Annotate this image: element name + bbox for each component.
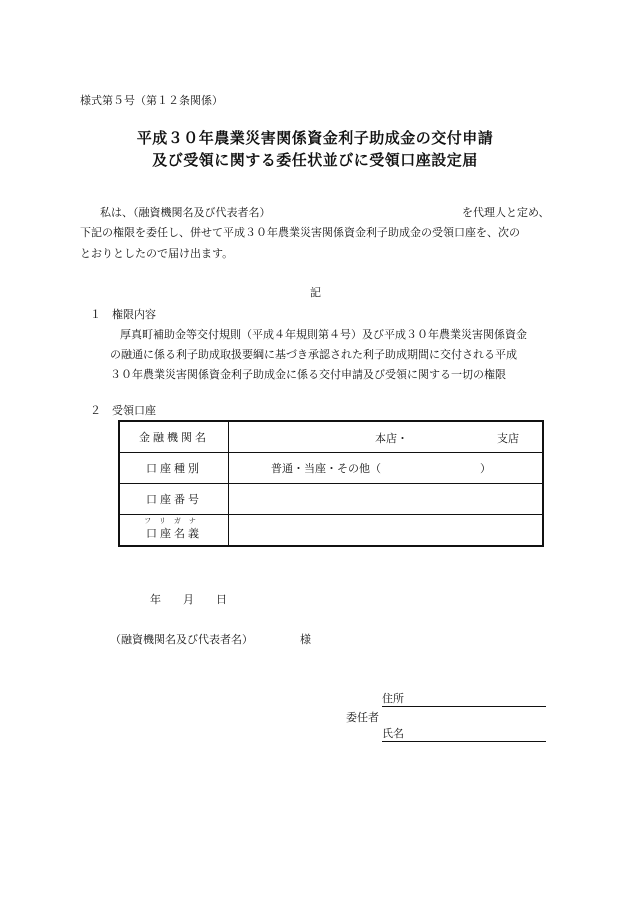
intro-line-2: 下記の権限を委任し、併せて平成３０年農業災害関係資金利子助成金の受領口座を、次の xyxy=(80,226,520,239)
section-2-heading: ２ 受領口座 xyxy=(90,404,156,417)
name-line[interactable] xyxy=(382,725,546,742)
addressee: （融資機関名及び代表者名） xyxy=(110,633,253,646)
bank-name-label: 金融機関名 xyxy=(119,421,229,453)
delegator-label: 委任者 xyxy=(346,711,379,724)
account-number-field[interactable] xyxy=(229,484,544,515)
account-holder-label: 口座名義 xyxy=(146,527,202,540)
table-row xyxy=(119,515,543,547)
account-type-options: 普通・当座・その他（ ） xyxy=(271,462,491,475)
account-type-label: 口座種別 xyxy=(119,453,229,484)
account-holder-field[interactable] xyxy=(229,515,544,547)
account-number-label: 口座番号 xyxy=(119,484,229,515)
section-1-heading: １ 権限内容 xyxy=(90,308,156,321)
honten-text: 本店・ xyxy=(375,432,408,445)
table-row xyxy=(119,484,543,515)
shiten-text: 支店 xyxy=(497,432,519,445)
form-number: 様式第５号（第１２条関係） xyxy=(80,94,223,107)
intro-line-1-suffix: を代理人と定め、 xyxy=(462,206,550,219)
furigana-label: フリガナ xyxy=(144,517,204,525)
account-table xyxy=(118,420,544,547)
table-row xyxy=(119,453,543,484)
address-line[interactable] xyxy=(382,690,546,707)
title-line-2: 及び受領に関する委任状並びに受領口座設定届 xyxy=(152,151,478,169)
section-1-line-1: 厚真町補助金等交付規則（平成４年規則第４号）及び平成３０年農業災害関係資金 xyxy=(120,328,527,341)
intro-line-3: とおりとしたので届け出ます。 xyxy=(80,247,234,260)
date-line: 年 月 日 xyxy=(150,593,227,606)
intro-line-1-prefix: 私は、（融資機関名及び代表者名） xyxy=(100,206,271,219)
table-row xyxy=(119,421,543,453)
title-line-1: 平成３０年農業災害関係資金利子助成金の交付申請 xyxy=(136,129,494,147)
section-1-line-2: の融通に係る利子助成取扱要綱に基づき承認された利子助成期間に交付される平成 xyxy=(110,348,517,361)
name-label: 氏名 xyxy=(382,727,404,740)
ki-heading: 記 xyxy=(310,286,321,299)
account-holder-label-cell xyxy=(119,515,229,547)
sama-text: 様 xyxy=(300,633,311,646)
account-type-field[interactable] xyxy=(229,453,544,484)
address-label: 住所 xyxy=(382,692,404,705)
section-1-line-3: ３０年農業災害関係資金利子助成金に係る交付申請及び受領に関する一切の権限 xyxy=(110,368,506,381)
bank-name-field[interactable] xyxy=(229,421,544,453)
